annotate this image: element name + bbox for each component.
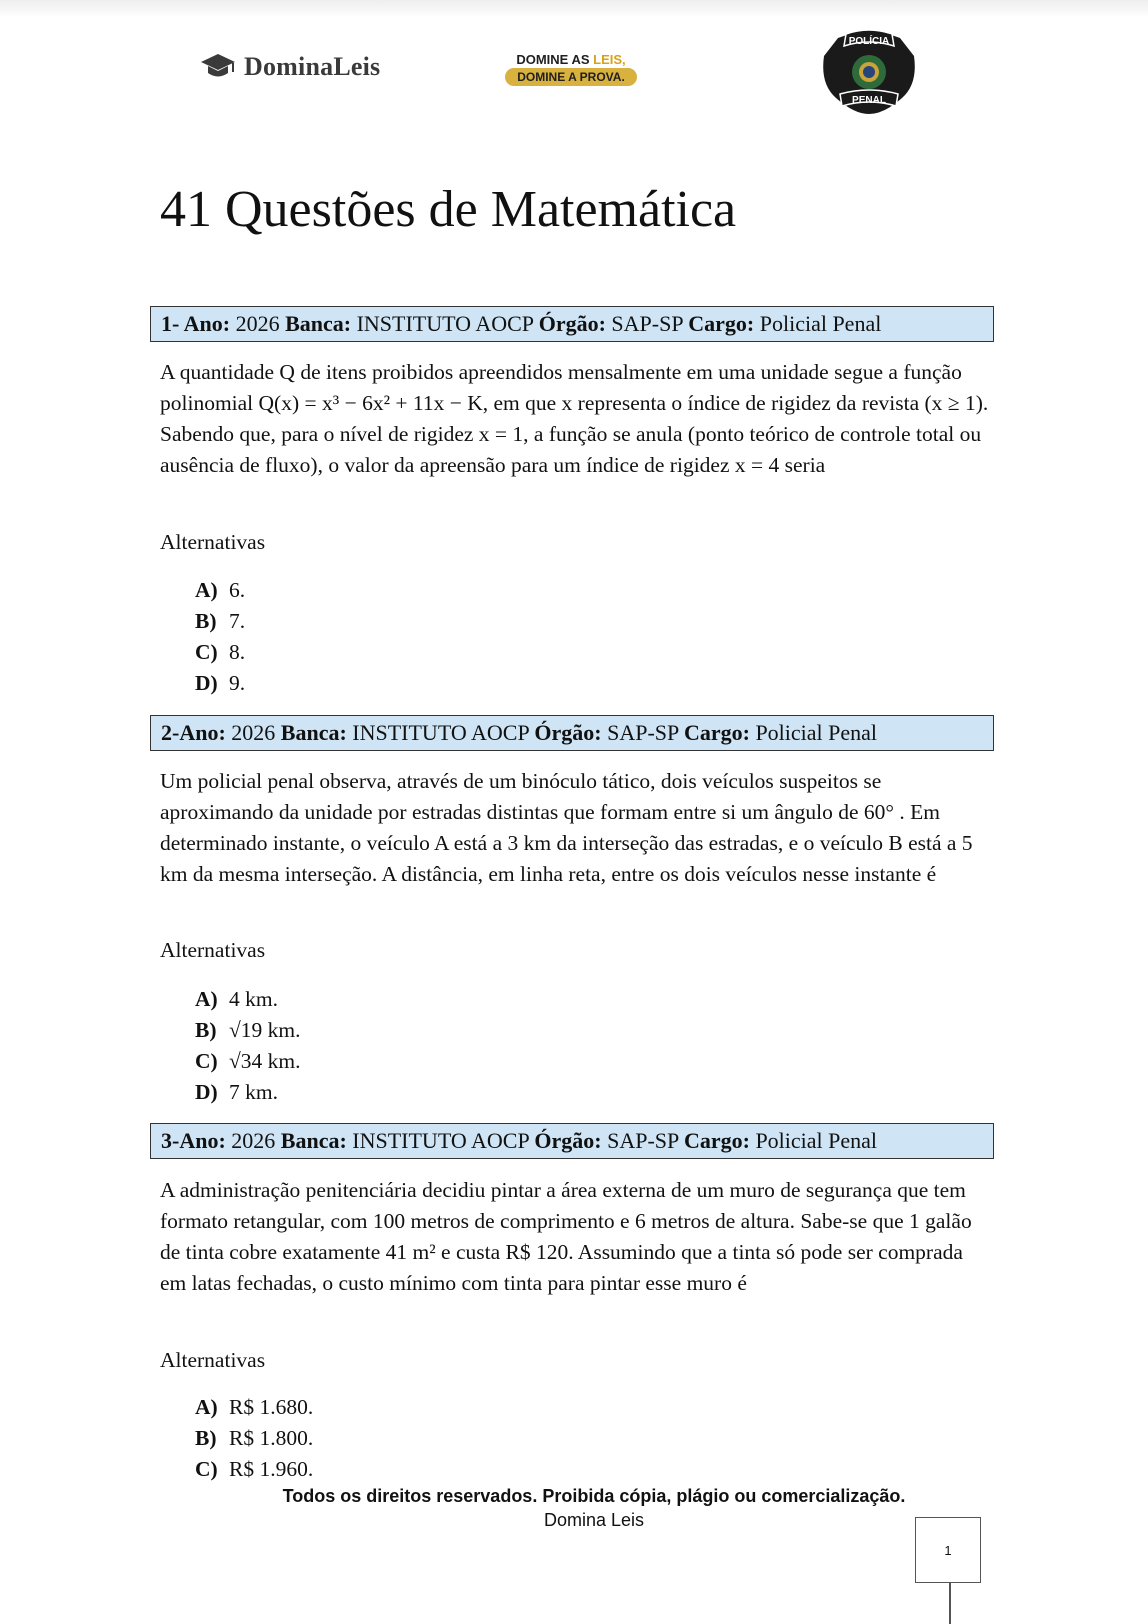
page-number: 1 — [915, 1517, 981, 1583]
option-a[interactable] — [195, 984, 301, 1015]
label-orgao: Órgão: — [534, 1128, 602, 1153]
option-text: R$ 1.680. — [229, 1395, 314, 1419]
dominaleis-logo — [200, 52, 380, 82]
slogan-line1-a: DOMINE AS — [516, 52, 594, 67]
option-text: 7 km. — [229, 1080, 278, 1104]
label-ano: Ano: — [179, 1128, 226, 1153]
label-cargo: Cargo: — [683, 720, 750, 745]
label-banca: Banca: — [285, 311, 352, 336]
question-text: A administração penitenciária decidiu pintar a área externa de um muro de segurança que tem formato retangular, com 100 metros de comprimento e 6 metros de altura. Sabe-se que 1 galão de tinta cobre exatamente 41 m² e custa R$ 120. Assumindo que a tinta só pode ser comprada em latas fechadas, o custo mínimo com tinta para pintar esse muro é — [160, 1178, 972, 1295]
options-list — [195, 575, 245, 699]
banca-value: INSTITUTO AOCP — [356, 311, 534, 336]
question-number: 3- — [161, 1128, 180, 1153]
option-letter: B) — [195, 609, 217, 633]
alternatives-label: Alternativas — [160, 1348, 266, 1372]
option-letter: C) — [195, 1457, 218, 1481]
option-b[interactable] — [195, 1015, 301, 1046]
question-header — [150, 306, 994, 342]
footer-rights: Todos os direitos reservados. Proibida cópia, plágio ou comercialização. — [282, 1486, 906, 1506]
option-c[interactable] — [195, 1046, 301, 1077]
option-text: √19 km. — [229, 1018, 301, 1042]
ano-value: 2026 — [231, 720, 276, 745]
label-ano: Ano: — [179, 720, 226, 745]
option-letter: A) — [195, 987, 218, 1011]
badge-top-text: POLÍCIA — [848, 36, 890, 47]
option-letter: C) — [195, 1049, 218, 1073]
option-text: 4 km. — [229, 987, 278, 1011]
label-orgao: Órgão: — [534, 720, 602, 745]
slogan-line2: DOMINE A PROVA. — [505, 68, 637, 86]
slogan-line1-b: LEIS, — [593, 52, 626, 67]
brand-name: DominaLeis — [244, 52, 381, 81]
option-text: 6. — [229, 578, 246, 602]
label-banca: Banca: — [280, 1128, 347, 1153]
option-b[interactable] — [195, 606, 245, 637]
question-header — [150, 715, 994, 751]
cargo-value: Policial Penal — [755, 720, 878, 745]
option-text: 7. — [229, 609, 246, 633]
option-d[interactable] — [195, 668, 245, 699]
option-a[interactable] — [195, 1392, 313, 1423]
question-text: Um policial penal observa, através de um binóculo tático, dois veículos suspeitos se aproximando da unidade por estradas distintas que formam entre si um ângulo de 60° . Em determinado instante, o veículo A está a 3 km da interseção das estradas, e o veículo B está a 5 km da mesma interseção. A distância, em linha reta, entre os dois veículos nesse instante é — [160, 769, 973, 886]
cargo-value: Policial Penal — [755, 1128, 878, 1153]
option-d[interactable] — [195, 1077, 301, 1108]
ano-value: 2026 — [235, 311, 280, 336]
options-list — [195, 1392, 313, 1485]
slogan — [485, 52, 657, 86]
option-c[interactable] — [195, 637, 245, 668]
page-number-line — [949, 1583, 951, 1624]
alternatives-label: Alternativas — [160, 938, 266, 962]
question-number: 1- — [161, 311, 184, 336]
option-letter: C) — [195, 640, 218, 664]
option-c[interactable] — [195, 1454, 313, 1485]
orgao-value: SAP-SP — [611, 311, 683, 336]
option-b[interactable] — [195, 1423, 313, 1454]
question-text: A quantidade Q de itens proibidos apreendidos mensalmente em uma unidade segue a função polinomial Q(x) = x³ − 6x² + 11x − K, em que x representa o índice de rigidez da revista (x ≥ 1). Sabendo que, para o nível de rigidez x = 1, a função se anula (ponto teórico de controle total ou ausência de fluxo), o valor da apreensão para um índice de rigidez x = 4 seria — [160, 360, 989, 477]
option-letter: B) — [195, 1018, 217, 1042]
option-a[interactable] — [195, 575, 245, 606]
option-text: 9. — [229, 671, 246, 695]
label-ano: Ano: — [183, 311, 231, 336]
alternatives-label: Alternativas — [160, 530, 266, 554]
badge-bottom-text: PENAL — [852, 95, 886, 106]
option-letter: A) — [195, 1395, 218, 1419]
orgao-value: SAP-SP — [607, 1128, 679, 1153]
option-text: R$ 1.800. — [229, 1426, 314, 1450]
page-top-shadow — [0, 0, 1148, 18]
option-letter: B) — [195, 1426, 217, 1450]
banca-value: INSTITUTO AOCP — [352, 1128, 529, 1153]
question-number: 2- — [161, 720, 180, 745]
banca-value: INSTITUTO AOCP — [352, 720, 529, 745]
option-text: 8. — [229, 640, 246, 664]
graduation-cap-icon — [200, 52, 236, 82]
option-text: R$ 1.960. — [229, 1457, 314, 1481]
options-list — [195, 984, 301, 1108]
footer-brand: Domina Leis — [543, 1510, 645, 1530]
policia-penal-badge — [818, 28, 920, 116]
option-letter: D) — [195, 1080, 218, 1104]
ano-value: 2026 — [231, 1128, 276, 1153]
label-orgao: Órgão: — [538, 311, 606, 336]
question-header — [150, 1123, 994, 1159]
option-letter: D) — [195, 671, 218, 695]
orgao-value: SAP-SP — [607, 720, 679, 745]
option-letter: A) — [195, 578, 218, 602]
cargo-value: Policial Penal — [759, 311, 882, 336]
label-cargo: Cargo: — [683, 1128, 750, 1153]
page-title: 41 Questões de Matemática — [160, 181, 737, 238]
label-banca: Banca: — [280, 720, 347, 745]
option-text: √34 km. — [229, 1049, 301, 1073]
label-cargo: Cargo: — [688, 311, 755, 336]
